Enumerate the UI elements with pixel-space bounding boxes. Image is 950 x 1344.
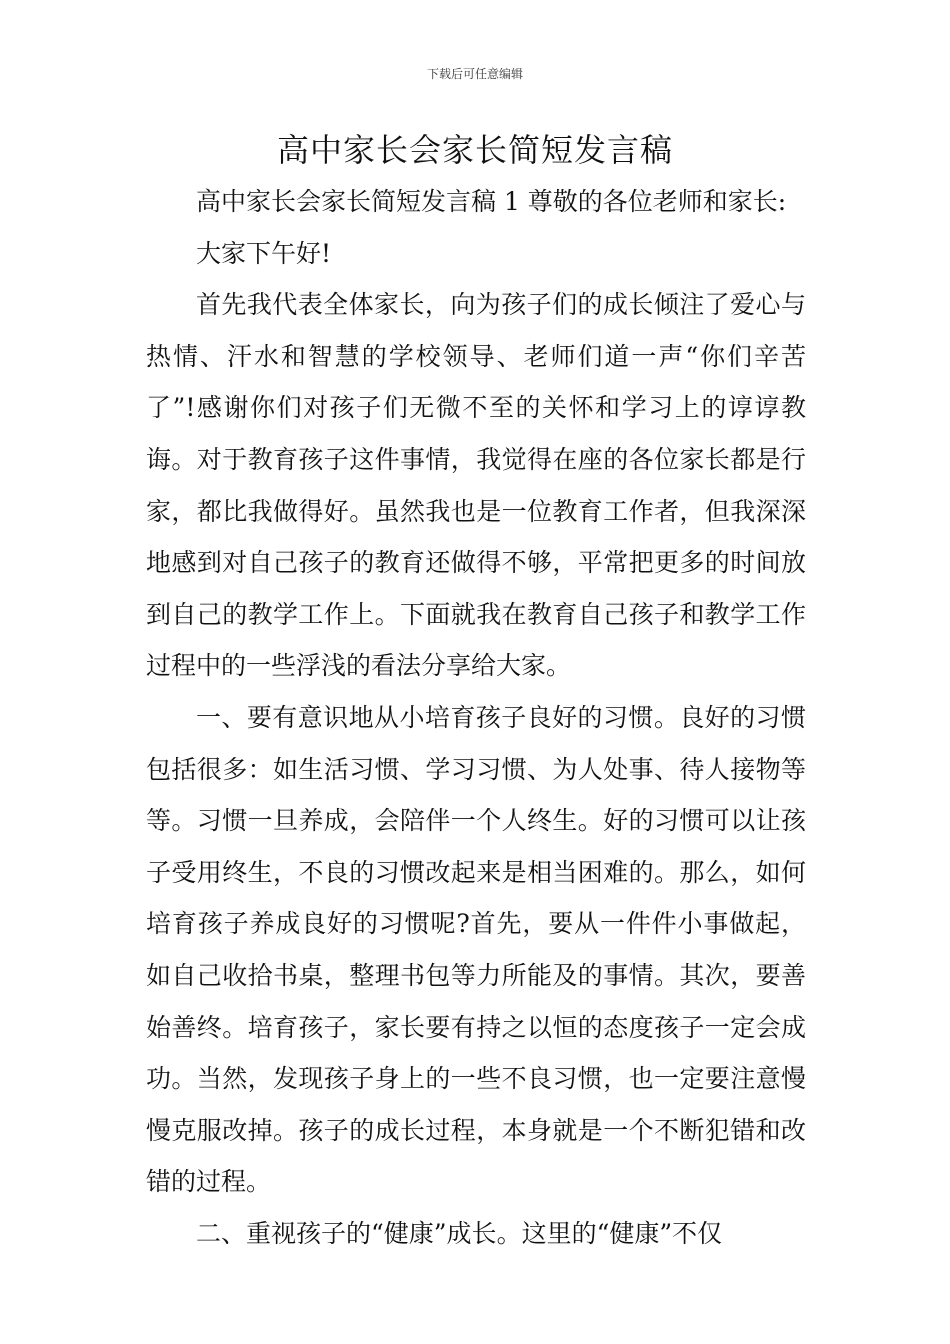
paragraph-greeting: 大家下午好! xyxy=(196,238,332,268)
paragraph-greeting-heading: 高中家长会家长简短发言稿 1 尊敬的各位老师和家长: xyxy=(196,187,787,216)
paragraph-introduction: 首先我代表全体家长，向为孩子们的成长倾注了爱心与热情、汗水和智慧的学校领导、老师们道一声“你们辛苦了”!感谢你们对孩子们无微不至的关怀和学习上的谆谆教诲。对于教育孩子这件事情，我觉得在座的各位家长都是行家，都比我做得好。虽然我也是一位教育工作者，但我深深地感到对自己孩子的教育还做得不够，平常把更多的时间放到自己的教学工作上。下面就我在教育自己孩子和教学工作过程中的一些浮浅的看法分享给大家。 xyxy=(146,290,806,681)
page-header-note: 下载后可任意编辑 xyxy=(426,67,523,81)
paragraph-point-two: 二、重视孩子的“健康”成长。这里的“健康”不仅 xyxy=(196,1218,723,1248)
document-body xyxy=(146,176,806,1259)
document-title: 高中家长会家长简短发言稿 xyxy=(276,131,673,169)
paragraph-point-one: 一、要有意识地从小培育孩子良好的习惯。良好的习惯包括很多：如生活习惯、学习习惯、为人处事、待人接物等等。习惯一旦养成，会陪伴一个人终生。好的习惯可以让孩子受用终生，不良的习惯改起来是相当困难的。那么，如何培育孩子养成良好的习惯呢?首先，要从一件件小事做起，如自己收拾书桌，整理书包等力所能及的事情。其次，要善始善终。培育孩子，家长要有持之以恒的态度孩子一定会成功。当然，发现孩子身上的一些不良习惯，也一定要注意慢慢克服改掉。孩子的成长过程，本身就是一个不断犯错和改错的过程。 xyxy=(146,702,806,1197)
